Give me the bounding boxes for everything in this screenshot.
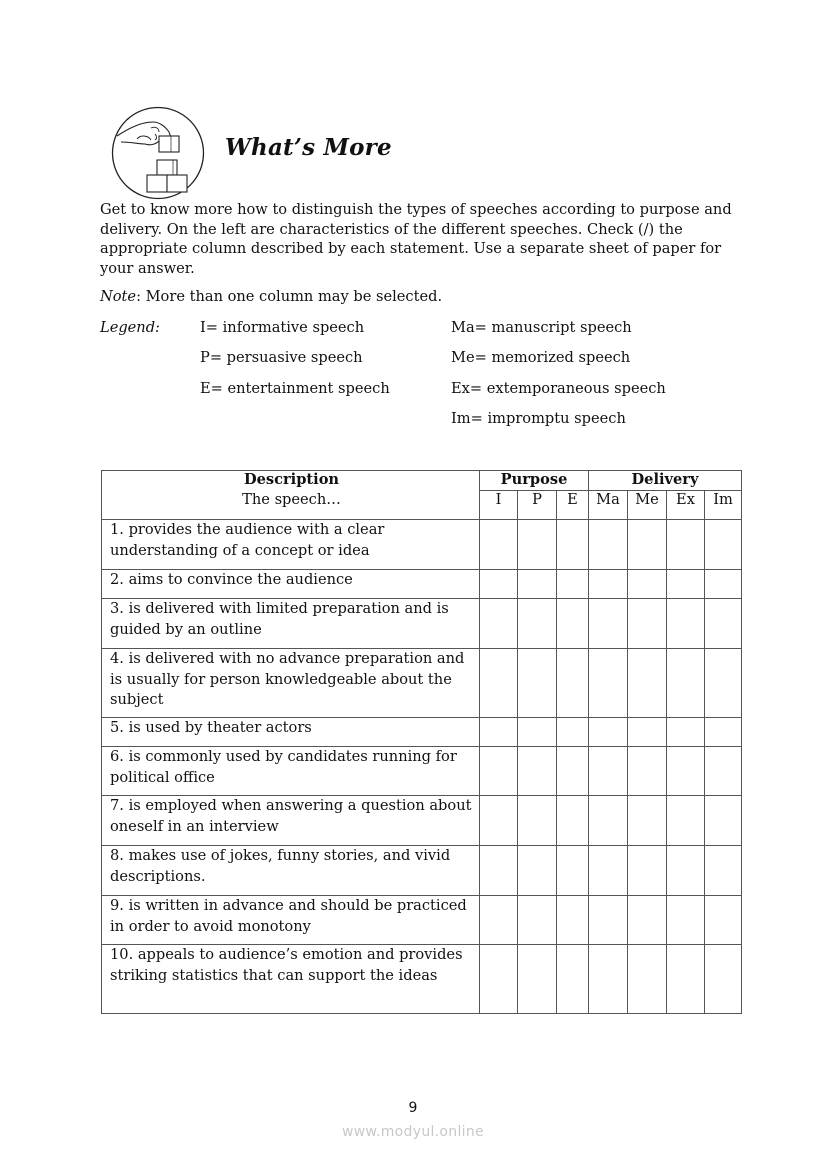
check-cell-ma[interactable] (589, 846, 628, 896)
check-cell-i[interactable] (480, 796, 518, 846)
delivery-header: Delivery (589, 471, 742, 491)
table-row (102, 718, 742, 747)
check-cell-me[interactable] (628, 649, 667, 718)
column-header-ma: Ma (589, 491, 628, 520)
check-cell-i[interactable] (480, 570, 518, 599)
check-cell-ma[interactable] (589, 649, 628, 718)
note-text: : More than one column may be selected. (136, 288, 443, 305)
check-cell-p[interactable] (518, 846, 557, 896)
check-cell-me[interactable] (628, 896, 667, 945)
column-header-ex: Ex (667, 491, 705, 520)
column-header-p: P (518, 491, 557, 520)
table-row (102, 896, 742, 945)
check-cell-p[interactable] (518, 570, 557, 599)
watermark: www.modyul.online (342, 1124, 484, 1140)
check-cell-me[interactable] (628, 846, 667, 896)
check-cell-p[interactable] (518, 747, 557, 796)
table-row (102, 747, 742, 796)
check-cell-e[interactable] (557, 846, 589, 896)
check-cell-im[interactable] (705, 599, 742, 649)
check-cell-e[interactable] (557, 896, 589, 945)
check-cell-ex[interactable] (667, 718, 705, 747)
check-cell-im[interactable] (705, 846, 742, 896)
check-cell-i[interactable] (480, 945, 518, 1014)
table-row (102, 846, 742, 896)
check-cell-ma[interactable] (589, 945, 628, 1014)
legend-item-extemporaneous: Ex= extemporaneous speech (451, 380, 666, 397)
check-cell-ex[interactable] (667, 570, 705, 599)
check-cell-me[interactable] (628, 599, 667, 649)
check-cell-e[interactable] (557, 570, 589, 599)
check-cell-ma[interactable] (589, 747, 628, 796)
check-cell-ma[interactable] (589, 796, 628, 846)
check-cell-p[interactable] (518, 599, 557, 649)
description-header: Description (102, 471, 480, 491)
check-cell-p[interactable] (518, 945, 557, 1014)
check-cell-ma[interactable] (589, 599, 628, 649)
description-subheader: The speech… (102, 491, 480, 520)
check-cell-ex[interactable] (667, 520, 705, 570)
check-cell-ma[interactable] (589, 520, 628, 570)
check-cell-p[interactable] (518, 520, 557, 570)
speech-types-table (101, 470, 742, 1014)
table-row (102, 520, 742, 570)
check-cell-im[interactable] (705, 718, 742, 747)
row-description: 6. is commonly used by candidates running for political office (102, 747, 480, 796)
row-description: 9. is written in advance and should be practiced in order to avoid monotony (102, 896, 480, 945)
check-cell-me[interactable] (628, 796, 667, 846)
table-row (102, 796, 742, 846)
check-cell-i[interactable] (480, 649, 518, 718)
check-cell-p[interactable] (518, 896, 557, 945)
note (100, 288, 442, 305)
check-cell-ma[interactable] (589, 570, 628, 599)
check-cell-me[interactable] (628, 747, 667, 796)
hand-stacking-blocks-icon (111, 106, 205, 200)
check-cell-ex[interactable] (667, 796, 705, 846)
row-description: 10. appeals to audience’s emotion and provides striking statistics that can support the ideas (102, 945, 480, 1014)
check-cell-im[interactable] (705, 896, 742, 945)
check-cell-ex[interactable] (667, 896, 705, 945)
table-row (102, 945, 742, 1014)
row-description: 3. is delivered with limited preparation and is guided by an outline (102, 599, 480, 649)
row-description: 4. is delivered with no advance preparation and is usually for person knowledgeable about the subject (102, 649, 480, 718)
check-cell-e[interactable] (557, 718, 589, 747)
check-cell-p[interactable] (518, 796, 557, 846)
check-cell-e[interactable] (557, 747, 589, 796)
check-cell-e[interactable] (557, 649, 589, 718)
check-cell-me[interactable] (628, 570, 667, 599)
purpose-header: Purpose (480, 471, 589, 491)
check-cell-i[interactable] (480, 599, 518, 649)
check-cell-ex[interactable] (667, 846, 705, 896)
check-cell-p[interactable] (518, 718, 557, 747)
legend-item-manuscript: Ma= manuscript speech (451, 319, 632, 336)
table-body (102, 520, 742, 1014)
legend-item-entertainment: E= entertainment speech (200, 380, 390, 397)
check-cell-e[interactable] (557, 945, 589, 1014)
check-cell-im[interactable] (705, 570, 742, 599)
table-row (102, 599, 742, 649)
check-cell-i[interactable] (480, 520, 518, 570)
check-cell-e[interactable] (557, 599, 589, 649)
column-header-i: I (480, 491, 518, 520)
check-cell-me[interactable] (628, 945, 667, 1014)
section-title: What’s More (225, 134, 392, 161)
legend-item-memorized: Me= memorized speech (451, 349, 631, 366)
row-description: 8. makes use of jokes, funny stories, and vivid descriptions. (102, 846, 480, 896)
check-cell-p[interactable] (518, 649, 557, 718)
check-cell-i[interactable] (480, 896, 518, 945)
check-cell-im[interactable] (705, 649, 742, 718)
instructions-paragraph: Get to know more how to distinguish the types of speeches according to purpose and delivery. On the left are characteristics of the different speeches. Check (/) the appropriate column described by each statement. Use a separate sheet of paper for your answer. (100, 201, 732, 277)
legend-item-persuasive: P= persuasive speech (200, 349, 363, 366)
check-cell-ex[interactable] (667, 747, 705, 796)
table-row (102, 649, 742, 718)
column-header-e: E (557, 491, 589, 520)
check-cell-ex[interactable] (667, 599, 705, 649)
check-cell-ex[interactable] (667, 945, 705, 1014)
column-header-me: Me (628, 491, 667, 520)
legend-item-impromptu: Im= impromptu speech (451, 410, 626, 427)
check-cell-i[interactable] (480, 718, 518, 747)
check-cell-ex[interactable] (667, 649, 705, 718)
check-cell-im[interactable] (705, 747, 742, 796)
row-description: 5. is used by theater actors (102, 718, 480, 747)
check-cell-me[interactable] (628, 520, 667, 570)
check-cell-ma[interactable] (589, 896, 628, 945)
legend-label: Legend: (100, 319, 160, 336)
check-cell-im[interactable] (705, 945, 742, 1014)
row-description: 7. is employed when answering a question about oneself in an interview (102, 796, 480, 846)
check-cell-e[interactable] (557, 520, 589, 570)
check-cell-ma[interactable] (589, 718, 628, 747)
row-description: 2. aims to convince the audience (102, 570, 480, 599)
page-number: 9 (408, 1100, 418, 1116)
check-cell-im[interactable] (705, 520, 742, 570)
check-cell-me[interactable] (628, 718, 667, 747)
column-header-im: Im (705, 491, 742, 520)
check-cell-e[interactable] (557, 796, 589, 846)
note-label: Note (100, 288, 137, 305)
check-cell-i[interactable] (480, 747, 518, 796)
table-row (102, 570, 742, 599)
row-description: 1. provides the audience with a clear understanding of a concept or idea (102, 520, 480, 570)
check-cell-i[interactable] (480, 846, 518, 896)
legend-item-informative: I= informative speech (200, 319, 365, 336)
check-cell-im[interactable] (705, 796, 742, 846)
